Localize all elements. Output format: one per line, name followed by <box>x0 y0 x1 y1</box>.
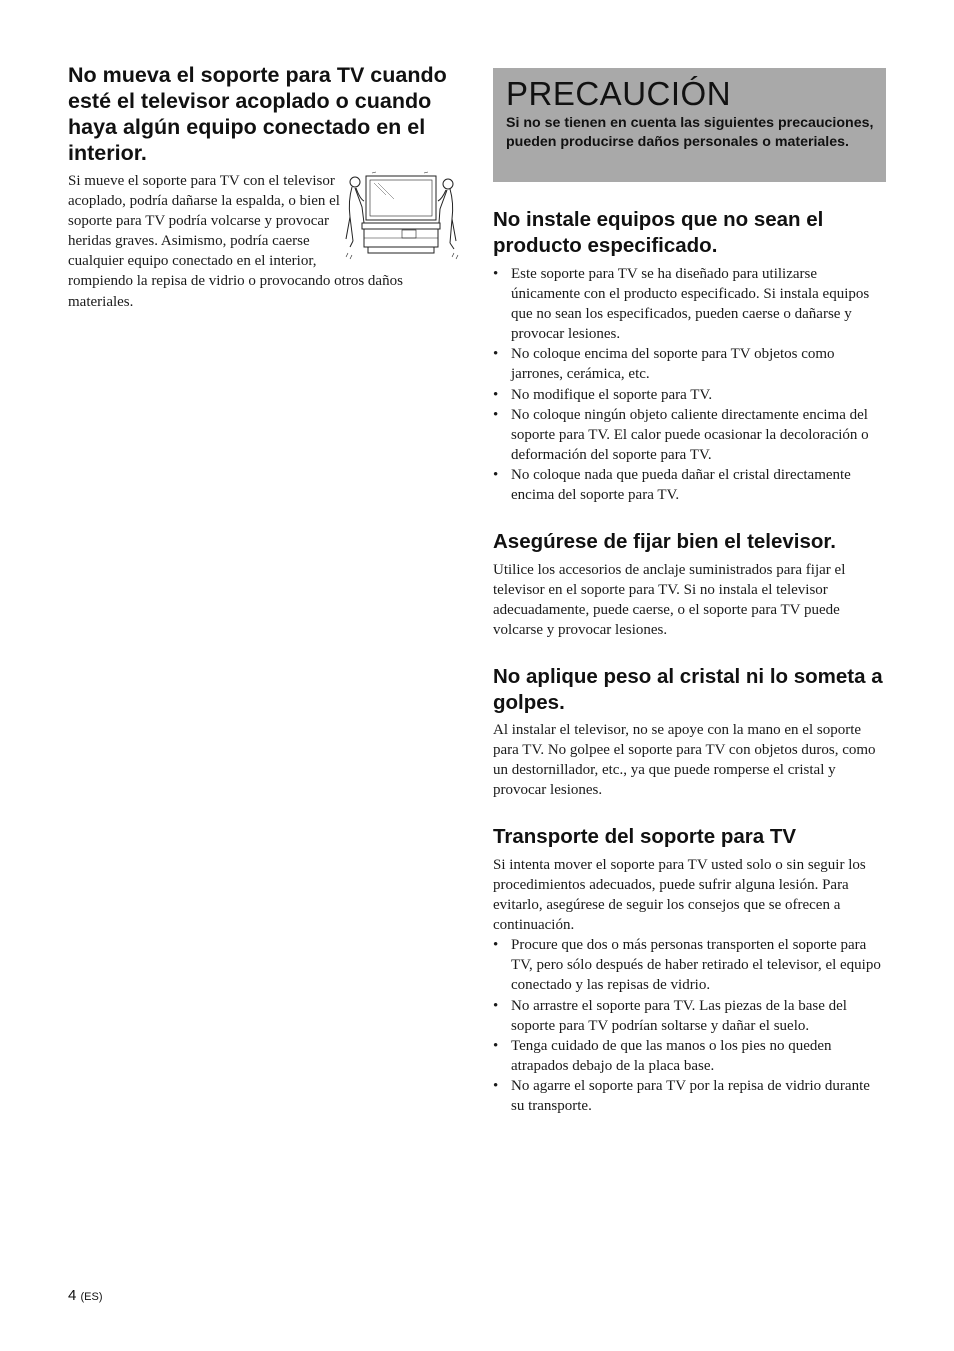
language-code: (ES) <box>80 1291 103 1303</box>
list-item: • No coloque encima del soporte para TV objetos como jarrones, cerámica, etc. <box>493 344 886 384</box>
left-column <box>68 62 460 312</box>
section-transport <box>493 824 886 1116</box>
section-body: Al instalar el televisor, no se apoye con la mano en el soporte para TV. No golpee el soporte para TV con objetos duros, como un destornillador, etc., ya que puede romperse el cristal y provocar lesiones. <box>493 722 876 799</box>
section-equipment <box>493 207 886 505</box>
list-item: • Este soporte para TV se ha diseñado para utilizarse únicamente con el producto especificado. Si instala equipos que no sean los especificados, pueden caerse o dañarse y provocar lesiones. <box>493 264 886 344</box>
list-item: • No coloque ningún objeto caliente directamente encima del soporte para TV. El calor puede ocasionar la decoloración o deformación del soporte para TV. <box>493 405 886 465</box>
section-body: Si intenta mover el soporte para TV usted solo o sin seguir los procedimientos adecuados, puede sufrir alguna lesión. Para evitarlo, asegúrese de seguir los consejos que se ofrecen a continuación. <box>493 856 866 934</box>
caution-subtitle: Si no se tienen en cuenta las siguientes precauciones, pueden producirse daños personales o materiales. <box>506 115 874 150</box>
tv-carry-illustration <box>344 171 460 271</box>
section-body: Utilice los accesorios de anclaje suministrados para fijar el televisor en el soporte para TV. Si no instala el televisor adecuadamente, puede caerse, o el soporte para TV puede volcarse y provocar lesiones. <box>493 561 846 638</box>
section-heading: Transporte del soporte para TV <box>493 825 797 849</box>
left-body-area <box>68 171 460 312</box>
right-column <box>493 68 886 1116</box>
list-item: • Procure que dos o más personas transporten el soporte para TV, pero sólo después de haber retirado el televisor, el equipo conectado y las repisas de vidrio. <box>493 935 886 995</box>
list-item: • Tenga cuidado de que las manos o los pies no queden atrapados debajo de la placa base. <box>493 1036 886 1076</box>
caution-box <box>493 68 886 182</box>
page-number <box>68 1287 103 1304</box>
section-heading: No aplique peso al cristal ni lo someta a golpes. <box>493 665 883 714</box>
bullet-list <box>493 935 886 1116</box>
section-heading: No instale equipos que no sean el producto especificado. <box>493 208 824 257</box>
section-secure-tv <box>493 529 886 640</box>
list-item: • No agarre el soporte para TV por la repisa de vidrio durante su transporte. <box>493 1076 886 1116</box>
left-body: Si mueve el soporte para TV con el televisor acoplado, podría dañarse la espalda, o bien el soporte para TV podría volcarse y provocar heridas graves. Asimismo, podría caerse cualquier equipo conectado en el interior, rompiendo la repisa de vidrio o provocando otros daños materiales. <box>68 173 403 310</box>
list-item: • No coloque nada que pueda dañar el cristal directamente encima del soporte para TV. <box>493 465 886 505</box>
list-item: • No modifique el soporte para TV. <box>493 385 886 405</box>
bullet-list <box>493 264 886 505</box>
page-number-value: 4 <box>68 1287 77 1304</box>
left-heading: No mueva el soporte para TV cuando esté el televisor acoplado o cuando haya algún equipo conectado en el interior. <box>68 63 447 165</box>
list-item: • No arrastre el soporte para TV. Las piezas de la base del soporte para TV podrían soltarse y dañar el suelo. <box>493 996 886 1036</box>
caution-title: PRECAUCIÓN <box>506 75 732 112</box>
section-heading: Asegúrese de fijar bien el televisor. <box>493 530 836 554</box>
section-glass <box>493 664 886 800</box>
